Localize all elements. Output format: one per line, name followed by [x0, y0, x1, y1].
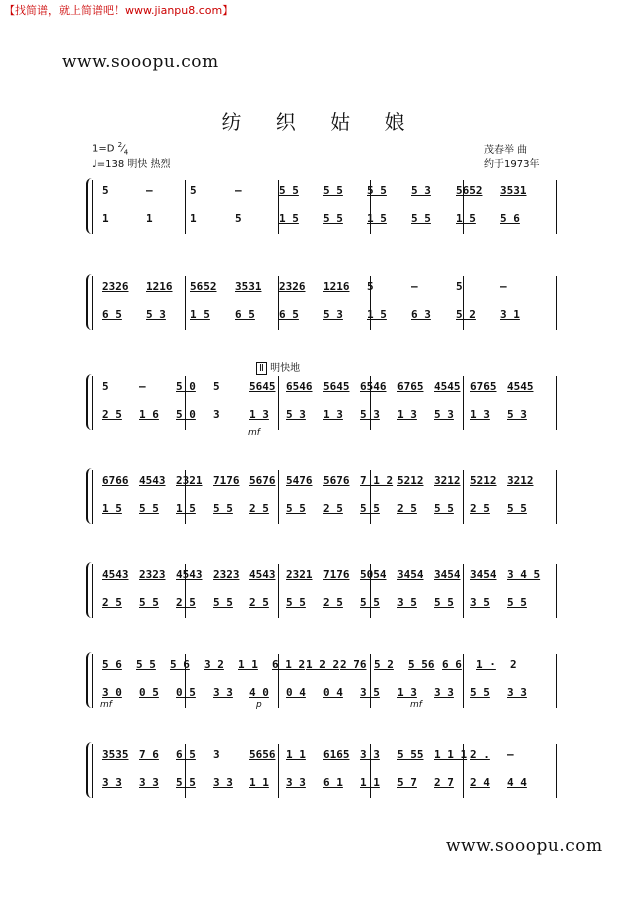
barline — [463, 470, 464, 524]
lower-staff-note: 5 2 — [456, 308, 476, 321]
upper-staff-note: 4543 — [102, 568, 129, 581]
lower-staff-note: 6 5 — [235, 308, 255, 321]
composition-year: 约于1973年 — [484, 159, 540, 170]
upper-staff-note: 1 · — [476, 658, 496, 671]
upper-staff-note: 5 — [190, 184, 197, 197]
upper-staff-note: 3 2 — [204, 658, 224, 671]
lower-staff-note: 3 0 — [102, 686, 122, 699]
upper-staff-note: 2323 — [213, 568, 240, 581]
lower-staff-note: 6 1 — [323, 776, 343, 789]
barline — [92, 744, 93, 798]
lower-staff-note: 3 3 — [213, 776, 233, 789]
lower-staff-note: 6 5 — [102, 308, 122, 321]
lower-staff-note: 2 5 — [470, 502, 490, 515]
lower-staff-note: 5 6 — [500, 212, 520, 225]
lower-staff-note: 0 4 — [286, 686, 306, 699]
lower-staff-note: 5 0 — [176, 408, 196, 421]
upper-staff-note: 5676 — [323, 474, 350, 487]
upper-staff-note: 2323 — [139, 568, 166, 581]
lower-staff-note: 3 3 — [286, 776, 306, 789]
barline — [92, 276, 93, 330]
lower-staff-note: 5 3 — [507, 408, 527, 421]
section-text: 明快地 — [270, 363, 301, 374]
score-title: 纺 织 姑 娘 — [221, 110, 419, 134]
upper-staff-note: 4543 — [249, 568, 276, 581]
lower-staff-note: 5 5 — [507, 596, 527, 609]
lower-staff-note: 1 5 — [456, 212, 476, 225]
upper-staff-note: 3535 — [102, 748, 129, 761]
score-system — [92, 176, 558, 238]
section-number: Ⅱ — [256, 362, 267, 375]
upper-staff-note: 1216 — [323, 280, 350, 293]
upper-staff-note: 6765 — [397, 380, 424, 393]
barline — [92, 180, 93, 234]
lower-staff-note: 1 3 — [470, 408, 490, 421]
lower-staff-note: 6 5 — [279, 308, 299, 321]
lower-staff-note: 1 — [146, 212, 153, 225]
lower-staff-note: 5 5 — [139, 502, 159, 515]
upper-staff-note: 5 — [102, 380, 109, 393]
upper-staff-note: 6165 — [323, 748, 350, 761]
barline — [556, 654, 557, 708]
dynamic-mf-3: mf — [410, 700, 422, 710]
upper-staff-note: 6546 — [360, 380, 387, 393]
upper-staff-note: — — [411, 280, 418, 293]
upper-staff-note: 7 6 — [139, 748, 159, 761]
lower-staff-note: 5 5 — [286, 596, 306, 609]
upper-staff-note: — — [507, 748, 514, 761]
upper-staff-note: 5 5 — [279, 184, 299, 197]
lower-staff-note: 5 5 — [213, 596, 233, 609]
lower-staff-note: 6 3 — [411, 308, 431, 321]
upper-staff-note: 5 5 — [323, 184, 343, 197]
upper-staff-note: 2 76 — [340, 658, 367, 671]
upper-staff-note: 2321 — [176, 474, 203, 487]
tempo-marking: ♩=138 明快 热烈 — [92, 159, 171, 170]
upper-staff-note: 5676 — [249, 474, 276, 487]
upper-staff-note: 1216 — [146, 280, 173, 293]
watermark-bottom: www.sooopu.com — [446, 836, 603, 856]
dynamic-mf-1: mf — [248, 428, 260, 438]
lower-staff-note: 2 5 — [176, 596, 196, 609]
upper-staff-note: 1 1 — [238, 658, 258, 671]
score-system — [92, 650, 558, 712]
barline — [278, 376, 279, 430]
upper-staff-note: 4543 — [176, 568, 203, 581]
upper-staff-note: 5 6 — [170, 658, 190, 671]
upper-staff-note: 3531 — [500, 184, 527, 197]
lower-staff-note: 3 3 — [507, 686, 527, 699]
lower-staff-note: 5 5 — [434, 502, 454, 515]
upper-staff-note: 2326 — [102, 280, 129, 293]
barline — [556, 744, 557, 798]
lower-staff-note: 5 5 — [360, 596, 380, 609]
lower-staff-note: 1 3 — [397, 408, 417, 421]
barline — [370, 654, 371, 708]
lower-staff-note: 3 1 — [500, 308, 520, 321]
lower-staff-note: 5 5 — [434, 596, 454, 609]
lower-staff-note: 1 5 — [190, 308, 210, 321]
lower-staff-note: 1 5 — [367, 308, 387, 321]
lower-staff-note: 5 5 — [411, 212, 431, 225]
watermark-top: www.sooopu.com — [62, 52, 219, 72]
barline — [463, 376, 464, 430]
key-signature: 1=D $^2⁄_4$ — [92, 141, 129, 157]
lower-staff-note: 1 6 — [139, 408, 159, 421]
upper-staff-note: 5 — [456, 280, 463, 293]
barline — [463, 564, 464, 618]
upper-staff-note: 1 2 2 — [306, 658, 340, 671]
lower-staff-note: 1 3 — [323, 408, 343, 421]
lower-staff-note: 1 — [102, 212, 109, 225]
barline — [556, 564, 557, 618]
upper-staff-note: — — [139, 380, 146, 393]
upper-staff-note: 5 56 — [408, 658, 435, 671]
upper-staff-note: 5054 — [360, 568, 387, 581]
upper-staff-note: 5652 — [456, 184, 483, 197]
upper-staff-note: 2 . — [470, 748, 490, 761]
lower-staff-note: 3 5 — [470, 596, 490, 609]
lower-staff-note: 0 5 — [139, 686, 159, 699]
upper-staff-note: 5 3 — [411, 184, 431, 197]
lower-staff-note: 1 3 — [249, 408, 269, 421]
lower-staff-note: 5 5 — [286, 502, 306, 515]
barline — [556, 470, 557, 524]
lower-staff-note: 5 3 — [146, 308, 166, 321]
composer: 茂春举 曲 — [484, 145, 528, 156]
upper-staff-note: 5 — [213, 380, 220, 393]
barline — [556, 376, 557, 430]
barline — [278, 744, 279, 798]
lower-staff-note: 1 5 — [279, 212, 299, 225]
upper-staff-note: 5 5 — [367, 184, 387, 197]
upper-staff-note: 1 1 — [286, 748, 306, 761]
score-system — [92, 466, 558, 528]
top-banner: 【找简谱，就上简谱吧！www.jianpu8.com】 — [4, 4, 234, 17]
upper-staff-note: 3 3 — [360, 748, 380, 761]
upper-staff-note: 5 2 — [374, 658, 394, 671]
upper-staff-note: 5212 — [470, 474, 497, 487]
lower-staff-note: 0 5 — [176, 686, 196, 699]
lower-staff-note: 3 3 — [139, 776, 159, 789]
lower-staff-note: 2 5 — [323, 596, 343, 609]
lower-staff-note: 5 3 — [434, 408, 454, 421]
upper-staff-note: 4543 — [139, 474, 166, 487]
upper-staff-note: 5 — [102, 184, 109, 197]
upper-staff-note: 2 — [510, 658, 517, 671]
lower-staff-note: 1 3 — [397, 686, 417, 699]
lower-staff-note: 3 — [213, 408, 220, 421]
lower-staff-note: 5 5 — [213, 502, 233, 515]
upper-staff-note: 5656 — [249, 748, 276, 761]
lower-staff-note: 3 3 — [102, 776, 122, 789]
barline — [92, 564, 93, 618]
lower-staff-note: 5 5 — [470, 686, 490, 699]
lower-staff-note: 5 5 — [176, 776, 196, 789]
lower-staff-note: 2 5 — [249, 502, 269, 515]
upper-staff-note: 3531 — [235, 280, 262, 293]
lower-staff-note: 5 5 — [507, 502, 527, 515]
lower-staff-note: 1 — [190, 212, 197, 225]
score-system — [92, 272, 558, 334]
upper-staff-note: 6546 — [286, 380, 313, 393]
lower-staff-note: 5 3 — [323, 308, 343, 321]
upper-staff-note: 6 5 — [176, 748, 196, 761]
dynamic-mf-2: mf — [100, 700, 112, 710]
upper-staff-note: 5 0 — [176, 380, 196, 393]
lower-staff-note: 1 5 — [102, 502, 122, 515]
upper-staff-note: 4545 — [434, 380, 461, 393]
lower-staff-note: 5 7 — [397, 776, 417, 789]
lower-staff-note: 4 0 — [249, 686, 269, 699]
upper-staff-note: 2321 — [286, 568, 313, 581]
upper-staff-note: — — [146, 184, 153, 197]
upper-staff-note: 5 6 — [102, 658, 122, 671]
upper-staff-note: 6765 — [470, 380, 497, 393]
upper-staff-note: 3454 — [397, 568, 424, 581]
lower-staff-note: 1 1 — [360, 776, 380, 789]
upper-staff-note: 2326 — [279, 280, 306, 293]
barline — [185, 276, 186, 330]
lower-staff-note: 5 5 — [323, 212, 343, 225]
upper-staff-note: — — [235, 184, 242, 197]
dynamic-p: p — [256, 700, 262, 710]
barline — [92, 654, 93, 708]
barline — [556, 276, 557, 330]
lower-staff-note: 5 3 — [360, 408, 380, 421]
section-marking — [256, 359, 300, 374]
upper-staff-note: 7176 — [323, 568, 350, 581]
lower-staff-note: 5 — [235, 212, 242, 225]
upper-staff-note: 3 — [213, 748, 220, 761]
lower-staff-note: 3 3 — [434, 686, 454, 699]
barline — [556, 180, 557, 234]
barline — [463, 276, 464, 330]
lower-staff-note: 3 5 — [360, 686, 380, 699]
lower-staff-note: 2 5 — [102, 596, 122, 609]
upper-staff-note: 5652 — [190, 280, 217, 293]
upper-staff-note: 5 55 — [397, 748, 424, 761]
lower-staff-note: 1 5 — [367, 212, 387, 225]
upper-staff-note: 1 1 1 — [434, 748, 468, 761]
score-system — [92, 560, 558, 622]
upper-staff-note: 7176 — [213, 474, 240, 487]
lower-staff-note: 4 4 — [507, 776, 527, 789]
lower-staff-note: 2 5 — [397, 502, 417, 515]
barline — [463, 654, 464, 708]
upper-staff-note: — — [500, 280, 507, 293]
upper-staff-note: 5476 — [286, 474, 313, 487]
upper-staff-note: 6766 — [102, 474, 129, 487]
upper-staff-note: 4545 — [507, 380, 534, 393]
lower-staff-note: 3 5 — [397, 596, 417, 609]
barline — [92, 470, 93, 524]
barline — [278, 470, 279, 524]
lower-staff-note: 3 3 — [213, 686, 233, 699]
barline — [278, 564, 279, 618]
upper-staff-note: 3 4 5 — [507, 568, 541, 581]
lower-staff-note: 0 4 — [323, 686, 343, 699]
upper-staff-note: 5645 — [249, 380, 276, 393]
lower-staff-note: 2 4 — [470, 776, 490, 789]
upper-staff-note: 5212 — [397, 474, 424, 487]
lower-staff-note: 1 5 — [176, 502, 196, 515]
lower-staff-note: 2 5 — [323, 502, 343, 515]
score-system — [92, 740, 558, 802]
upper-staff-note: 3454 — [470, 568, 497, 581]
lower-staff-note: 5 5 — [139, 596, 159, 609]
barline — [92, 376, 93, 430]
lower-staff-note: 1 1 — [249, 776, 269, 789]
score-system — [92, 372, 558, 434]
lower-staff-note: 5 3 — [286, 408, 306, 421]
lower-staff-note: 2 5 — [249, 596, 269, 609]
lower-staff-note: 2 5 — [102, 408, 122, 421]
upper-staff-note: 3454 — [434, 568, 461, 581]
lower-staff-note: 2 7 — [434, 776, 454, 789]
upper-staff-note: 5645 — [323, 380, 350, 393]
upper-staff-note: 6 1 2 — [272, 658, 306, 671]
upper-staff-note: 6 6 — [442, 658, 462, 671]
upper-staff-note: 7 1 2 — [360, 474, 394, 487]
upper-staff-note: 5 — [367, 280, 374, 293]
upper-staff-note: 3212 — [507, 474, 534, 487]
upper-staff-note: 5 5 — [136, 658, 156, 671]
barline — [185, 180, 186, 234]
lower-staff-note: 5 5 — [360, 502, 380, 515]
upper-staff-note: 3212 — [434, 474, 461, 487]
